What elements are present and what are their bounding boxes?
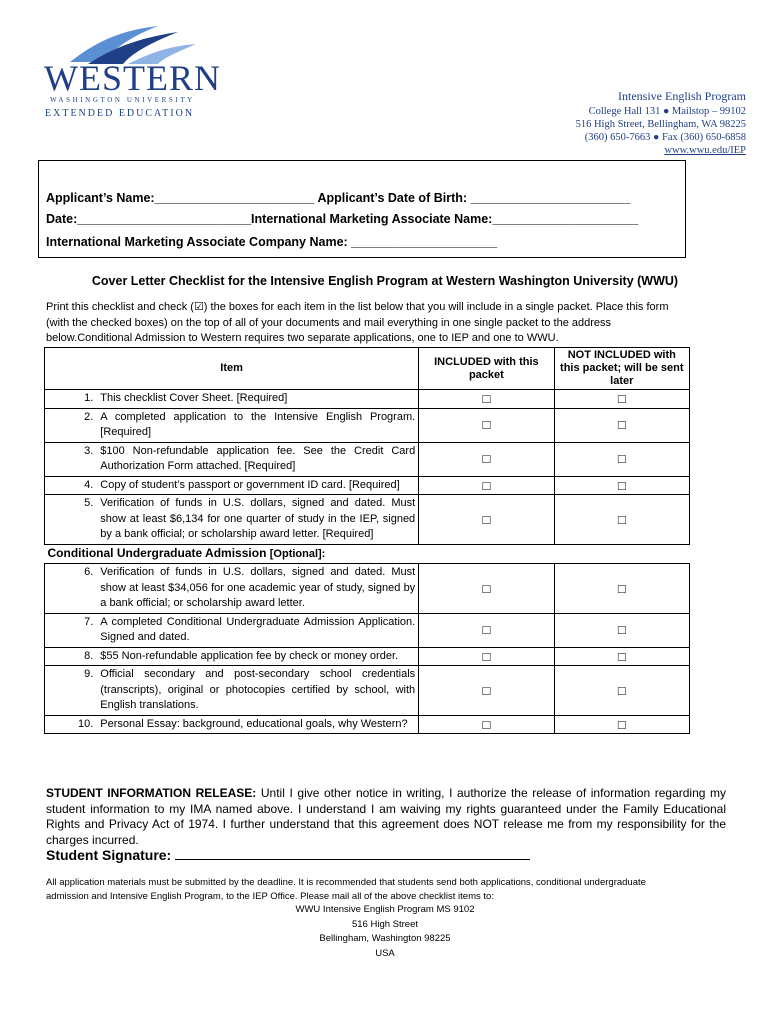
ima-company-field[interactable]: International Marketing Associate Company Name: _____________________ [46, 235, 498, 249]
item-number: 5. [45, 495, 98, 545]
optional-section-header [45, 544, 690, 564]
item-number: 3. [45, 442, 98, 476]
website-link[interactable]: www.wwu.edu/IEP [664, 145, 746, 156]
address-line-1: College Hall 131 ● Mailstop – 99102 [588, 106, 746, 117]
checklist-instructions: Print this checklist and check (☑) the boxes for each item in the list below that you will include in a single packet. Place this form (with the checked boxes) on the top of all of your documents and mail everything in one single packet to the address below.Conditional Admission to Western requires two separate applications, one to IEP and one to WWU. [46, 301, 669, 344]
not-included-checkbox[interactable]: □ [554, 715, 689, 734]
item-description: Official secondary and post-secondary school credentials (transcripts), original or photocopies certified by school, with English translations. [97, 666, 418, 716]
checklist-row [45, 564, 690, 614]
logo-wordmark: WESTERN [44, 58, 221, 98]
footer-note: All application materials must be submitted by the deadline. It is recommended that students send both applications, conditional undergraduate admission and Intensive English Program, to the IEP Office. Please mail all of the above checklist items to: [46, 877, 646, 902]
col-header-included: INCLUDED with this packet [419, 348, 554, 390]
logo-subtitle: WASHINGTON UNIVERSITY [50, 96, 195, 104]
item-description: A completed application to the Intensive English Program. [Required] [97, 408, 418, 442]
section-label: Conditional Undergraduate Admission [47, 545, 267, 560]
included-checkbox[interactable]: □ [419, 495, 554, 545]
not-included-checkbox[interactable]: □ [554, 476, 689, 495]
checklist-row [45, 495, 690, 545]
checklist-row [45, 390, 690, 409]
not-included-checkbox[interactable]: □ [554, 666, 689, 716]
mailing-line-4: USA [375, 947, 395, 959]
included-checkbox[interactable]: □ [419, 476, 554, 495]
not-included-checkbox[interactable]: □ [554, 613, 689, 647]
signature-label: Student Signature: [46, 847, 172, 863]
item-number: 7. [45, 613, 98, 647]
included-checkbox[interactable]: □ [419, 442, 554, 476]
item-description: Verification of funds in U.S. dollars, signed and dated. Must show at least $34,056 for one academic year of study, signed by a bank official; or scholarship award letter. [97, 564, 418, 614]
included-checkbox[interactable]: □ [419, 647, 554, 666]
address-line-2: 516 High Street, Bellingham, WA 98225 [575, 119, 746, 130]
item-description: This checklist Cover Sheet. [Required] [97, 390, 418, 409]
program-address [576, 90, 746, 157]
included-checkbox[interactable]: □ [419, 390, 554, 409]
signature-field[interactable] [175, 846, 530, 860]
included-checkbox[interactable]: □ [419, 564, 554, 614]
checklist-title: Cover Letter Checklist for the Intensive English Program at Western Washington University (WWU) [91, 274, 679, 288]
mailing-line-3: Bellingham, Washington 98225 [319, 933, 451, 944]
information-release [46, 786, 726, 848]
col-header-item: Item [45, 348, 419, 390]
section-optional-tag: [Optional]: [269, 547, 326, 560]
item-number: 2. [45, 408, 98, 442]
logo-extended-education: EXTENDED EDUCATION [45, 108, 195, 119]
col-header-not-included: NOT INCLUDED with this packet; will be sent later [554, 348, 689, 390]
item-description: Personal Essay: background, educational goals, why Western? [97, 715, 418, 734]
checklist-row [45, 408, 690, 442]
release-text: Until I give other notice in writing, I authorize the release of information regarding my student information to my IMA named above. I understand I am waiving my rights guaranteed under the Family Educational Rights and Privacy Act of 1974. I further understand that this agreement does NOT release me from my responsibility for the charges incurred. [46, 786, 727, 847]
checklist-row [45, 715, 690, 734]
not-included-checkbox[interactable]: □ [554, 442, 689, 476]
signature-row [46, 846, 530, 863]
address-line-3: (360) 650-7663 ● Fax (360) 650-6858 [584, 132, 746, 143]
release-label: STUDENT INFORMATION RELEASE: [46, 786, 257, 800]
mailing-address [0, 903, 770, 961]
not-included-checkbox[interactable]: □ [554, 390, 689, 409]
applicant-info-box [38, 160, 686, 258]
not-included-checkbox[interactable]: □ [554, 564, 689, 614]
checklist-row [45, 442, 690, 476]
mailing-line-1: WWU Intensive English Program MS 9102 [295, 904, 475, 915]
item-number: 4. [45, 476, 98, 495]
checklist-row [45, 666, 690, 716]
applicant-name-dob-field[interactable]: Applicant’s Name:_______________________ Applicant’s Date of Birth: _______________________ [46, 191, 631, 205]
checklist-table [44, 347, 690, 734]
item-number: 6. [45, 564, 98, 614]
included-checkbox[interactable]: □ [419, 666, 554, 716]
included-checkbox[interactable]: □ [419, 613, 554, 647]
item-number: 8. [45, 647, 98, 666]
not-included-checkbox[interactable]: □ [554, 647, 689, 666]
required-items [45, 390, 690, 545]
item-description: Copy of student’s passport or government ID card. [Required] [97, 476, 418, 495]
checklist-row [45, 613, 690, 647]
mailing-line-2: 516 High Street [351, 918, 418, 930]
included-checkbox[interactable]: □ [419, 715, 554, 734]
program-name: Intensive English Program [618, 89, 746, 103]
item-number: 1. [45, 390, 98, 409]
item-description: Verification of funds in U.S. dollars, signed and dated. Must show at least $6,134 for one quarter of study in the IEP, signed by a bank official; or scholarship award letter. [Required] [97, 495, 418, 545]
included-checkbox[interactable]: □ [419, 408, 554, 442]
item-description: $55 Non-refundable application fee by check or money order. [97, 647, 418, 666]
not-included-checkbox[interactable]: □ [554, 495, 689, 545]
not-included-checkbox[interactable]: □ [554, 408, 689, 442]
wwu-logo [40, 22, 221, 122]
item-description: A completed Conditional Undergraduate Admission Application. Signed and dated. [97, 613, 418, 647]
item-number: 9. [45, 666, 98, 716]
date-ima-name-field[interactable]: Date:_________________________International Marketing Associate Name:_____________________ [46, 212, 639, 226]
optional-items [45, 564, 690, 734]
item-description: $100 Non-refundable application fee. See the Credit Card Authorization Form attached. [Required] [97, 442, 418, 476]
item-number: 10. [45, 715, 98, 734]
checklist-row [45, 647, 690, 666]
checklist-row [45, 476, 690, 495]
